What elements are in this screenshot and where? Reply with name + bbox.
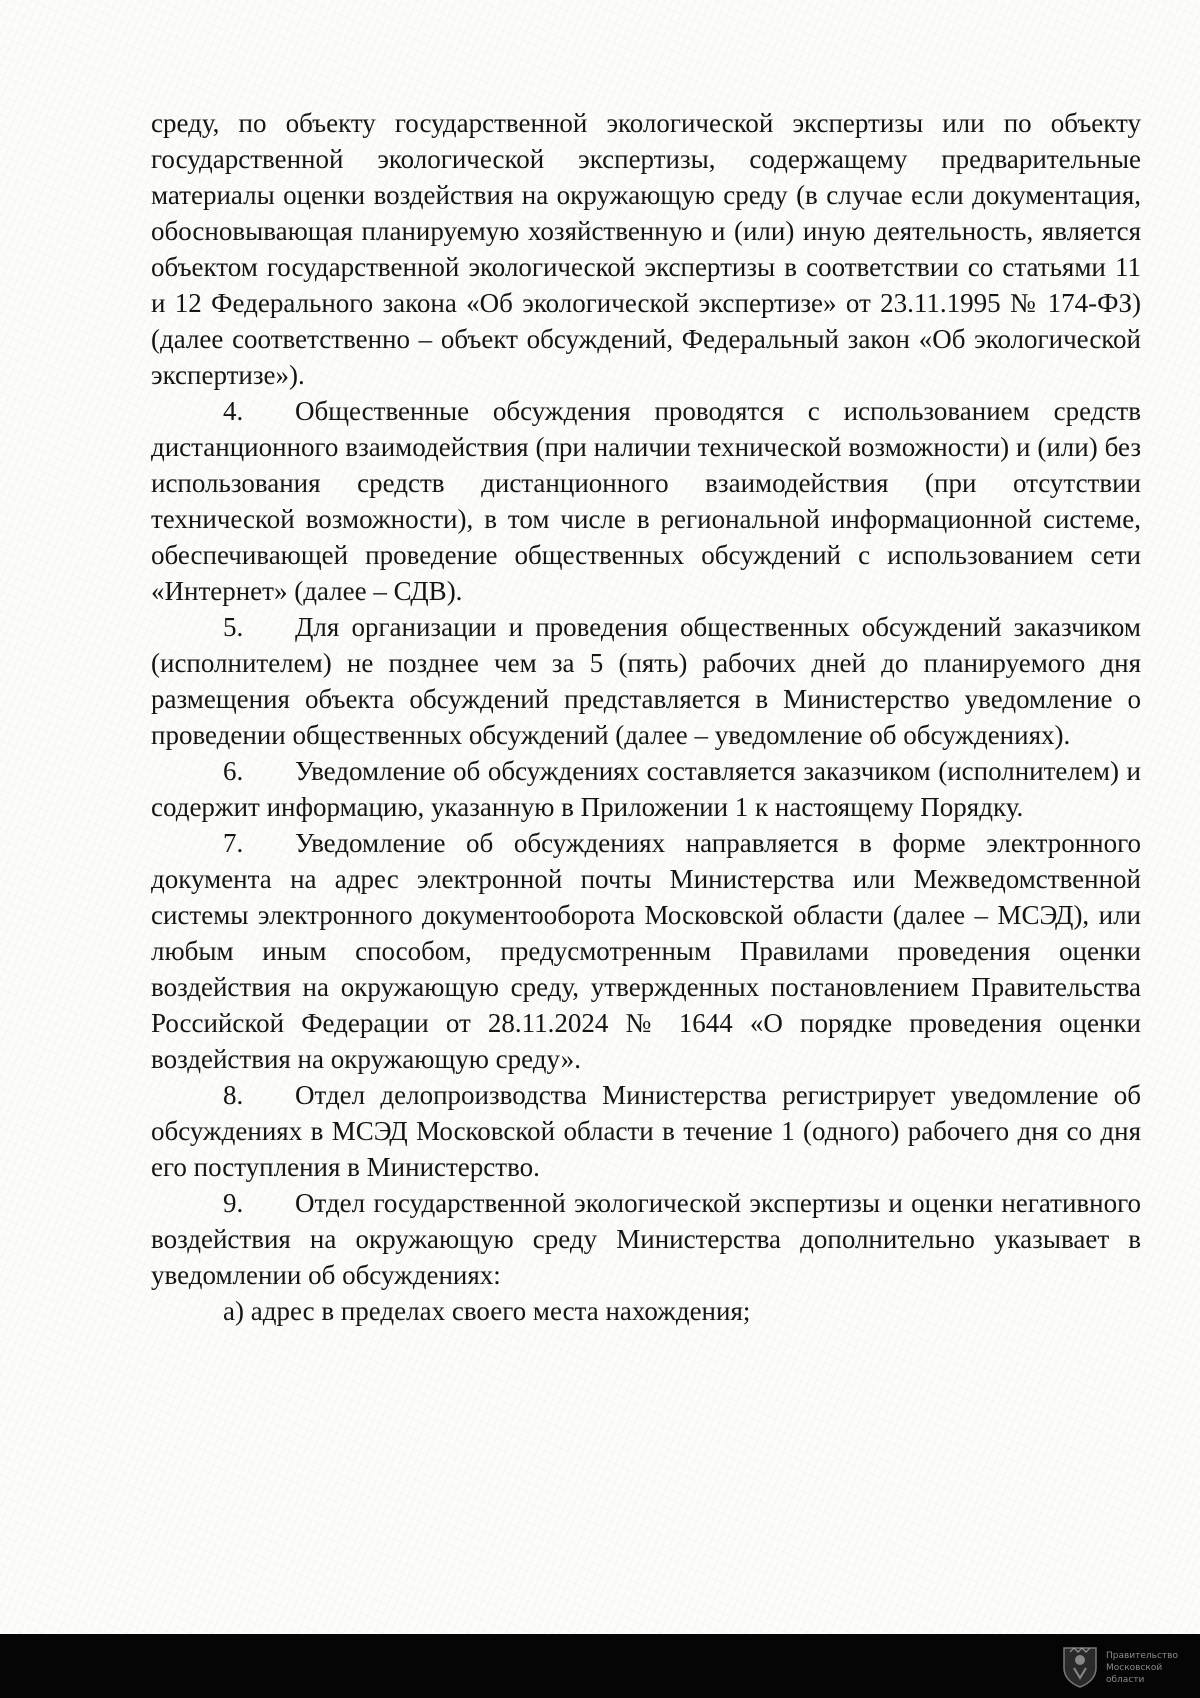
moscow-oblast-emblem-icon	[1060, 1644, 1100, 1688]
item-text: Общественные обсуждения проводятся с использованием средств дистанционного взаимодействия (при наличии технической возможности) и (или) без использования средств дистанционного взаимодействия (при отсутствии технической возможности), в том числе в региональной информационной системе, обеспечивающей проведение общественных обсуждений с использованием сети «Интернет» (далее – СДВ).	[151, 396, 1141, 606]
document-body	[151, 105, 1141, 1329]
item-number: 4.	[223, 396, 244, 426]
list-item	[151, 1185, 1141, 1293]
item-number: 8.	[223, 1080, 244, 1110]
item-text: Уведомление об обсуждениях составляется заказчиком (исполнителем) и содержит информацию, указанную в Приложении 1 к настоящему Порядку.	[151, 756, 1141, 822]
list-item	[151, 1077, 1141, 1185]
sub-item: а) адрес в пределах своего места нахождения;	[223, 1296, 751, 1326]
footer-caption	[1106, 1650, 1196, 1686]
item-number: 5.	[223, 612, 244, 642]
item-text: Отдел делопроизводства Министерства регистрирует уведомление об обсуждениях в МСЭД Московской области в течение 1 (одного) рабочего дня со дня его поступления в Министерство.	[151, 1080, 1141, 1182]
item-number: 9.	[223, 1188, 244, 1218]
list-item	[151, 393, 1141, 609]
list-item	[151, 609, 1141, 753]
item-text: Уведомление об обсуждениях направляется в форме электронного документа на адрес электронной почты Министерства или Межведомственной системы электронного документооборота Московской области (далее – МСЭД), или любым иным способом, предусмотренным Правилами проведения оценки воздействия на окружающую среду, утвержденных постановлением Правительства Российской Федерации от 28.11.2024 № 1644 «О порядке проведения оценки воздействия на окружающую среду».	[151, 828, 1141, 1074]
item-number: 6.	[223, 756, 244, 786]
intro-paragraph: среду, по объекту государственной экологической экспертизы или по объекту государственной экологической экспертизы, содержащему предварительные материалы оценки воздействия на окружающую среду (в случае если документация, обосновывающая планируемую хозяйственную и (или) иную деятельность, является объектом государственной экологической экспертизы в соответствии со статьями 11 и 12 Федерального закона «Об экологической экспертизе» от 23.11.1995 № 174-ФЗ) (далее соответственно – объект обсуждений, Федеральный закон «Об экологической экспертизе»).	[151, 108, 1141, 390]
list-item	[151, 753, 1141, 825]
list-item	[151, 825, 1141, 1077]
footer-caption-line1: Правительство	[1106, 1651, 1178, 1661]
footer-caption-line2: Московской области	[1106, 1663, 1163, 1685]
item-text: Для организации и проведения общественных обсуждений заказчиком (исполнителем) не позднее чем за 5 (пять) рабочих дней до планируемого дня размещения объекта обсуждений представляется в Министерство уведомление о проведении общественных обсуждений (далее – уведомление об обсуждениях).	[151, 612, 1141, 750]
item-text: Отдел государственной экологической экспертизы и оценки негативного воздействия на окружающую среду Министерства дополнительно указывает в уведомлении об обсуждениях:	[151, 1188, 1141, 1290]
item-number: 7.	[223, 828, 244, 858]
footer-bar	[0, 1634, 1200, 1698]
